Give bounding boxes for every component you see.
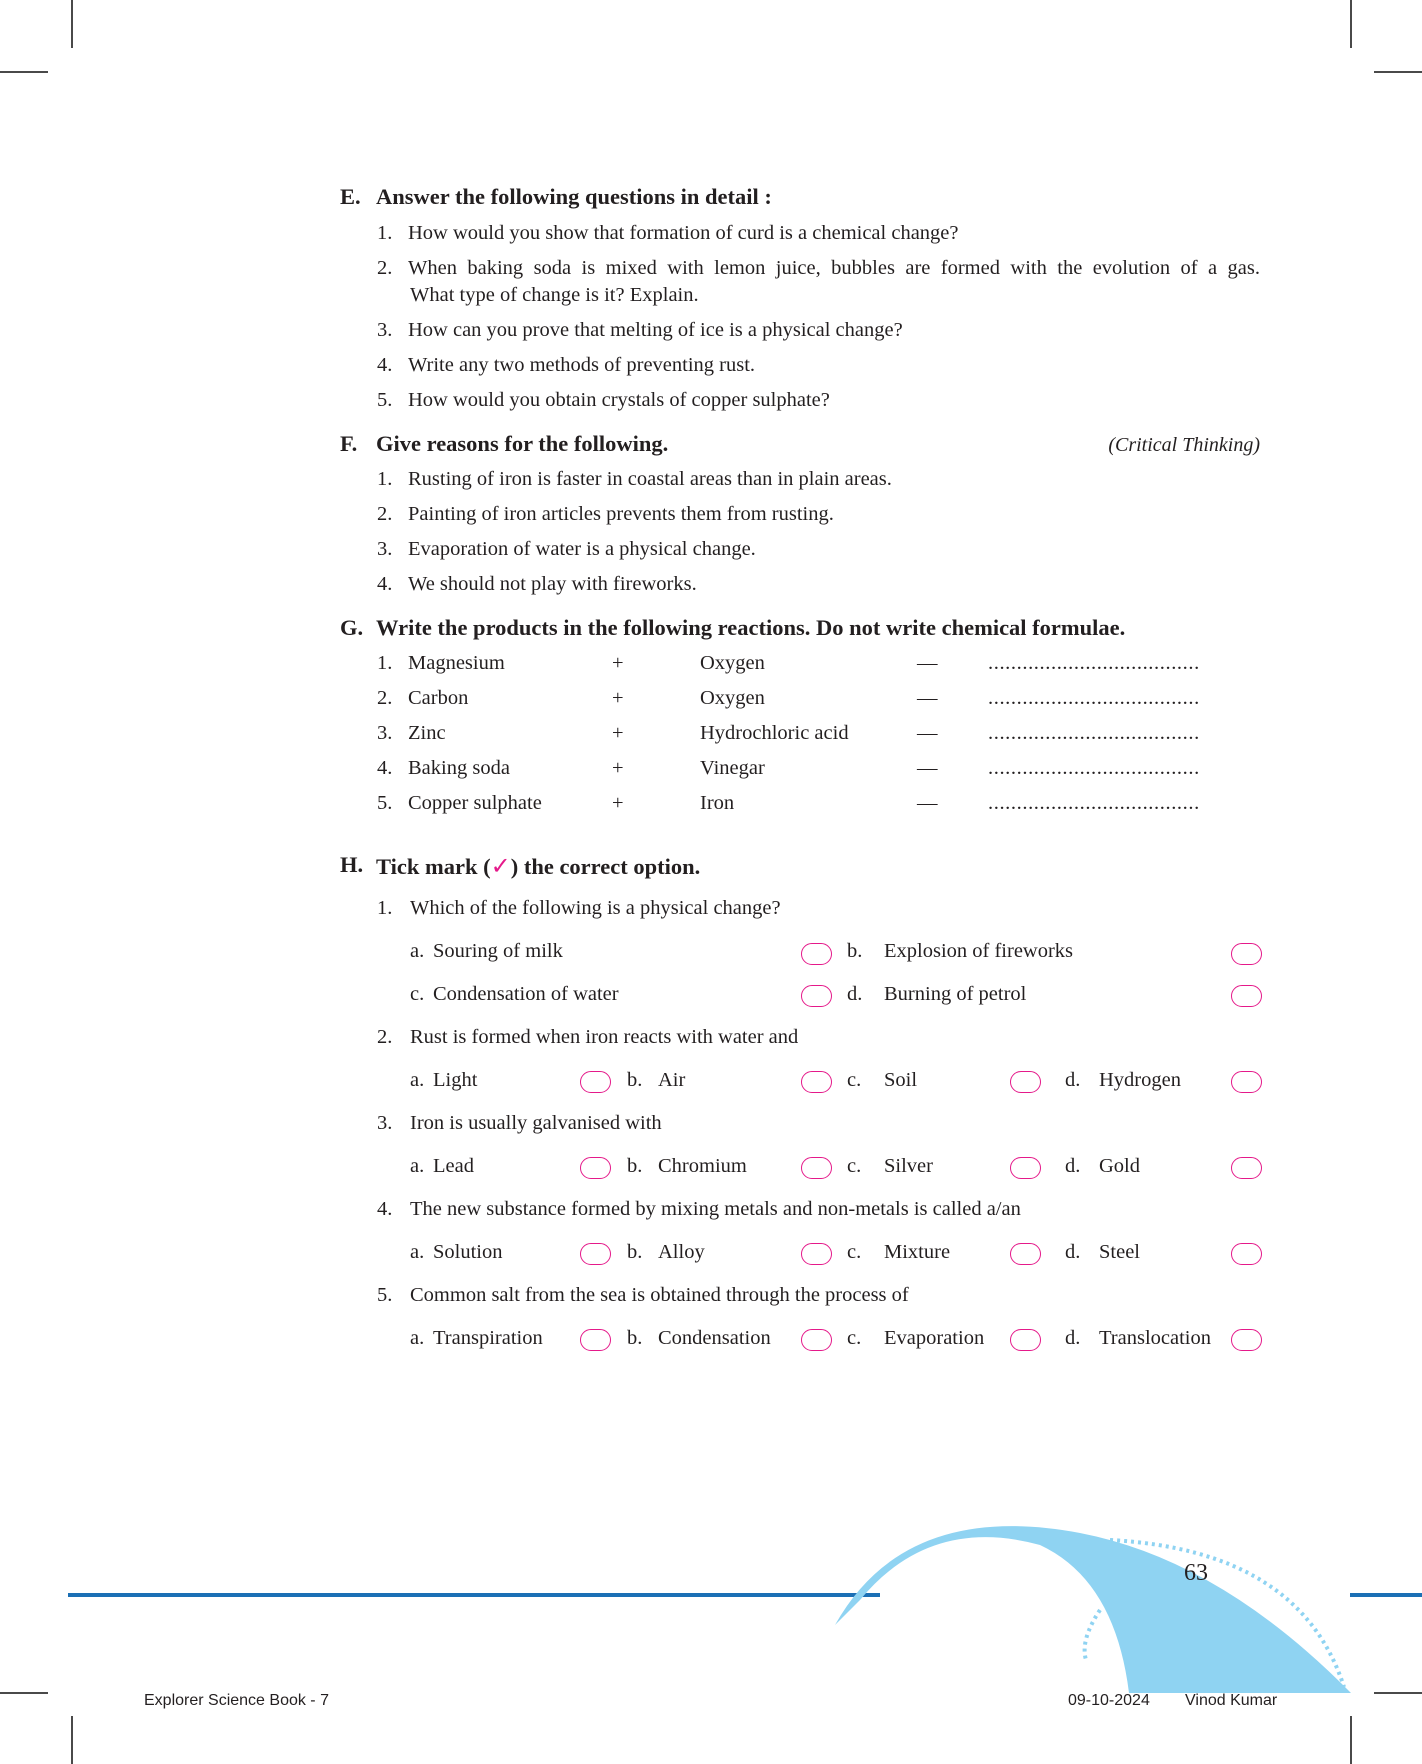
question-number: 3. [377,319,393,341]
plus-sign: + [612,722,624,744]
question-number: 4. [377,573,393,595]
question-number: 1. [377,897,393,919]
option-letter: a. [410,1155,425,1177]
section-g-letter: G. [340,615,364,640]
plus-sign: + [612,687,624,709]
option-text: Hydrogen [1099,1069,1181,1091]
section-h-letter: H. [340,852,364,877]
option-letter: d. [1065,1327,1081,1349]
footer-book-title: Explorer Science Book - 7 [144,1692,329,1709]
option-letter: c. [847,1069,862,1091]
reactant-one: Carbon [408,687,469,709]
arrow-dash: — [917,722,938,744]
reactant-two: Oxygen [700,652,765,674]
section-e-heading: Answer the following questions in detail : [376,184,772,209]
answer-blank[interactable]: ..................................... [988,757,1200,779]
plus-sign: + [612,652,624,674]
option-letter: d. [1065,1241,1081,1263]
reaction-number: 4. [377,757,393,779]
section-f-heading: Give reasons for the following. [376,431,669,456]
question-text: Which of the following is a physical change? [410,897,781,919]
option-text: Burning of petrol [884,983,1027,1005]
option-letter: a. [410,940,425,962]
option-text: Condensation of water [433,983,619,1005]
reaction-number: 5. [377,792,393,814]
option-text: Evaporation [884,1327,985,1349]
reaction-number: 3. [377,722,393,744]
question-number: 3. [377,538,393,560]
reactant-one: Zinc [408,722,446,744]
option-letter: b. [627,1241,643,1263]
option-text: Silver [884,1155,933,1177]
reactant-one: Baking soda [408,757,510,779]
reactant-two: Iron [700,792,735,814]
critical-thinking-tag: (Critical Thinking) [1108,434,1260,456]
reactant-two: Vinegar [700,757,765,779]
question-number: 2. [377,257,393,279]
option-letter: a. [410,1327,425,1349]
question-number: 3. [377,1112,393,1134]
option-letter: c. [847,1155,862,1177]
option-text: Souring of milk [433,940,563,962]
option-text: Light [433,1069,478,1091]
plus-sign: + [612,757,624,779]
answer-blank[interactable]: ..................................... [988,687,1200,709]
question-text: We should not play with fireworks. [408,573,697,595]
section-h-heading-pre: Tick mark ( [376,854,491,879]
option-letter: b. [627,1155,643,1177]
tick-icon: ✓ [490,852,511,880]
option-letter: c. [410,983,425,1005]
section-h-heading-post: ) the correct option. [510,854,701,879]
reactant-one: Copper sulphate [408,792,542,814]
option-text: Translocation [1099,1327,1211,1349]
question-text: How can you prove that melting of ice is a physical change? [408,319,903,341]
option-letter: c. [847,1327,862,1349]
arrow-dash: — [917,652,938,674]
option-letter: d. [1065,1069,1081,1091]
option-letter: d. [847,983,863,1005]
question-number: 1. [377,468,393,490]
option-text: Chromium [658,1155,747,1177]
question-number: 2. [377,1026,393,1048]
reactant-two: Oxygen [700,687,765,709]
reaction-number: 2. [377,687,393,709]
option-text: Lead [433,1155,474,1177]
answer-blank[interactable]: ..................................... [988,722,1200,744]
option-text: Mixture [884,1241,951,1263]
option-letter: a. [410,1241,425,1263]
page-number: 63 [1184,1560,1208,1586]
section-e-letter: E. [340,184,361,209]
reactant-two: Hydrochloric acid [700,722,849,744]
question-number: 5. [377,1284,393,1306]
option-letter: a. [410,1069,425,1091]
section-f-letter: F. [340,431,358,456]
arrow-dash: — [917,687,938,709]
option-text: Condensation [658,1327,771,1349]
answer-blank[interactable]: ..................................... [988,652,1200,674]
reaction-number: 1. [377,652,393,674]
question-text: Evaporation of water is a physical change. [408,538,756,560]
question-text: Write any two methods of preventing rust. [408,354,756,376]
question-number: 4. [377,354,393,376]
option-text: Explosion of fireworks [884,940,1074,962]
question-text: Common salt from the sea is obtained through the process of [410,1284,909,1306]
question-text: How would you show that formation of curd is a chemical change? [408,222,959,244]
question-text-continued: What type of change is it? Explain. [410,284,699,306]
option-letter: d. [1065,1155,1081,1177]
arrow-dash: — [917,757,938,779]
section-g-heading: Write the products in the following reactions. Do not write chemical formulae. [376,615,1126,640]
option-text: Alloy [658,1241,705,1263]
plus-sign: + [612,792,624,814]
option-letter: b. [847,940,863,962]
footer-date: 09-10-2024 [1068,1692,1150,1709]
option-text: Transpiration [433,1327,543,1349]
question-number: 5. [377,389,393,411]
option-text: Gold [1099,1155,1140,1177]
option-text: Air [658,1069,686,1091]
question-text: When baking soda is mixed with lemon juice, bubbles are formed with the evolution of a gas. [408,257,1260,279]
footer-author: Vinod Kumar [1185,1692,1278,1709]
question-text: Painting of iron articles prevents them from rusting. [408,503,834,525]
question-number: 1. [377,222,393,244]
arrow-dash: — [917,792,938,814]
option-text: Soil [884,1069,918,1091]
question-text: How would you obtain crystals of copper sulphate? [408,389,830,411]
option-text: Solution [433,1241,503,1263]
option-letter: b. [627,1069,643,1091]
question-text: Iron is usually galvanised with [410,1112,662,1134]
answer-blank[interactable]: ..................................... [988,792,1200,814]
question-text: Rust is formed when iron reacts with water and [410,1026,799,1048]
question-number: 2. [377,503,393,525]
option-letter: c. [847,1241,862,1263]
question-number: 4. [377,1198,393,1220]
question-text: The new substance formed by mixing metals and non-metals is called a/an [410,1198,1021,1220]
option-text: Steel [1099,1241,1140,1263]
question-text: Rusting of iron is faster in coastal areas than in plain areas. [408,468,892,490]
reactant-one: Magnesium [408,652,505,674]
option-letter: b. [627,1327,643,1349]
